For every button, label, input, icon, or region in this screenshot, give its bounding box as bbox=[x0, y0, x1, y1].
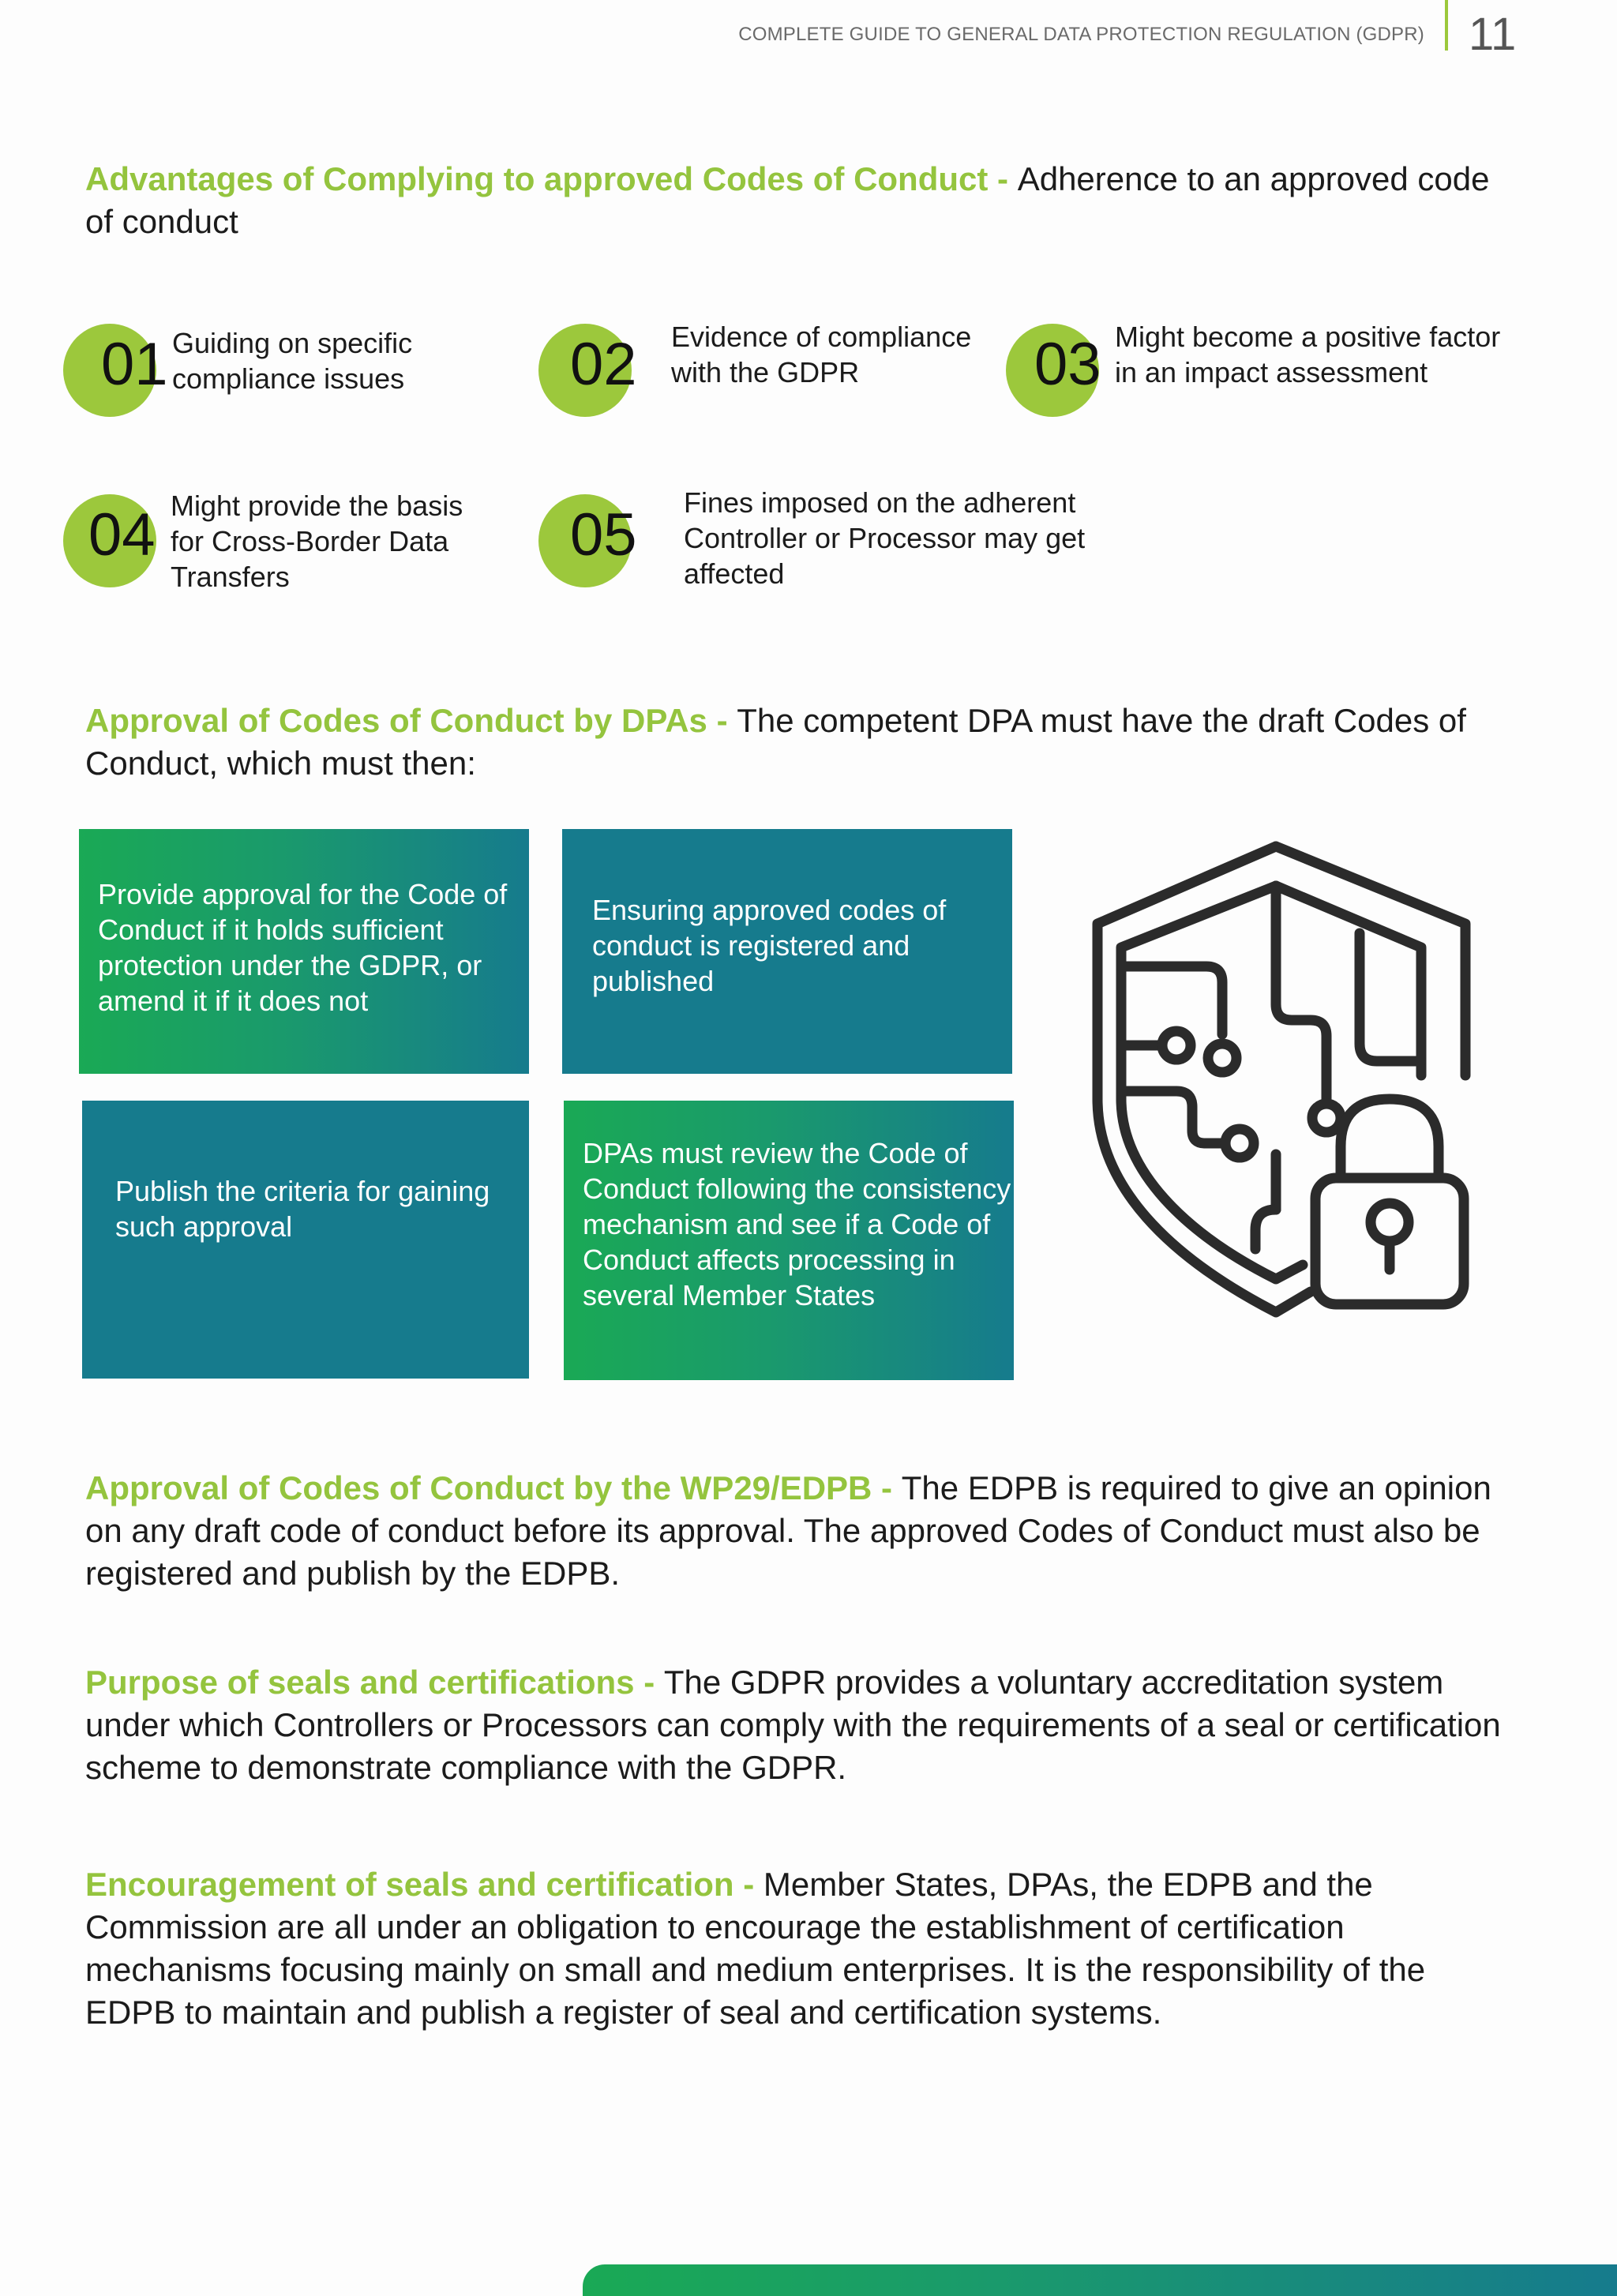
footer-decorative-band bbox=[583, 2264, 1617, 2296]
dpa-step-box-review bbox=[564, 1101, 1014, 1380]
advantage-item-01 bbox=[63, 324, 474, 418]
seals-encouragement-heading: Encouragement of seals and certification - bbox=[85, 1866, 763, 1903]
box-text: Ensuring approved codes of conduct is registered and published bbox=[592, 894, 947, 997]
dpa-step-box-register bbox=[562, 829, 1012, 1074]
header-divider bbox=[1445, 0, 1448, 51]
dpa-approval-heading: Approval of Codes of Conduct by DPAs - bbox=[85, 702, 737, 739]
advantage-number: 05 bbox=[570, 501, 637, 568]
advantage-text: Evidence of compliance with the GDPR bbox=[671, 321, 972, 388]
page-number: 11 bbox=[1469, 9, 1517, 60]
seals-purpose-paragraph bbox=[85, 1661, 1506, 1789]
advantage-text: Might become a positive factor in an impact assessment bbox=[1115, 321, 1501, 388]
advantages-heading: Advantages of Complying to approved Codes of Conduct - bbox=[85, 160, 1018, 197]
advantages-body: Adherence to an approved code of conduct bbox=[85, 160, 1490, 240]
advantage-number: 04 bbox=[88, 501, 156, 568]
dpa-step-box-approval bbox=[79, 829, 529, 1074]
seals-encouragement-body: Member States, DPAs, the EDPB and the Commission are all under an obligation to encourage the establishment of certification mechanisms focusing mainly on small and medium enterprises. It is the responsibility of the EDPB to maintain and publish a register of seal and certification systems. bbox=[85, 1866, 1426, 2031]
box-text: Publish the criteria for gaining such approval bbox=[115, 1175, 490, 1243]
box-text: DPAs must review the Code of Conduct following the consistency mechanism and see if a Code of Conduct affects processing in several Member States bbox=[583, 1137, 1011, 1311]
seals-purpose-heading: Purpose of seals and certifications - bbox=[85, 1664, 664, 1701]
advantage-item-03 bbox=[1006, 321, 1527, 418]
advantage-number: 02 bbox=[570, 331, 637, 398]
advantages-paragraph bbox=[85, 158, 1506, 243]
dpa-step-box-criteria bbox=[82, 1101, 529, 1379]
wp29-approval-heading: Approval of Codes of Conduct by the WP29/EDPB - bbox=[85, 1469, 902, 1506]
advantage-text: Fines imposed on the adherent Controller or Processor may get affected bbox=[684, 486, 1086, 590]
wp29-approval-paragraph bbox=[85, 1467, 1506, 1595]
advantage-number: 01 bbox=[101, 331, 168, 398]
advantage-item-05 bbox=[538, 486, 1107, 590]
shield-circuit-lock-icon bbox=[1074, 838, 1548, 1328]
advantage-item-02 bbox=[538, 321, 981, 418]
advantage-text: Guiding on specific compliance issues bbox=[172, 327, 413, 395]
dpa-approval-paragraph bbox=[85, 700, 1506, 785]
dpa-approval-body: The competent DPA must have the draft Codes of Conduct, which must then: bbox=[85, 702, 1466, 782]
seals-purpose-body: The GDPR provides a voluntary accreditation system under which Controllers or Processors can comply with the requirements of a seal or certification scheme to demonstrate compliance with the GDPR. bbox=[85, 1664, 1501, 1786]
seals-encouragement-paragraph bbox=[85, 1863, 1506, 2034]
box-text: Provide approval for the Code of Conduct if it holds sufficient protection under the GDPR, or amend it if it does not bbox=[98, 878, 508, 1017]
advantage-text: Might provide the basis for Cross-Border Data Transfers bbox=[171, 490, 463, 593]
document-header-title: COMPLETE GUIDE TO GENERAL DATA PROTECTION REGULATION (GDPR) bbox=[738, 24, 1424, 45]
wp29-approval-body: The EDPB is required to give an opinion on any draft code of conduct before its approval. The approved Codes of Conduct must also be registered and publish by the EDPB. bbox=[85, 1469, 1491, 1592]
advantage-item-04 bbox=[63, 490, 505, 593]
advantage-number: 03 bbox=[1034, 331, 1101, 398]
